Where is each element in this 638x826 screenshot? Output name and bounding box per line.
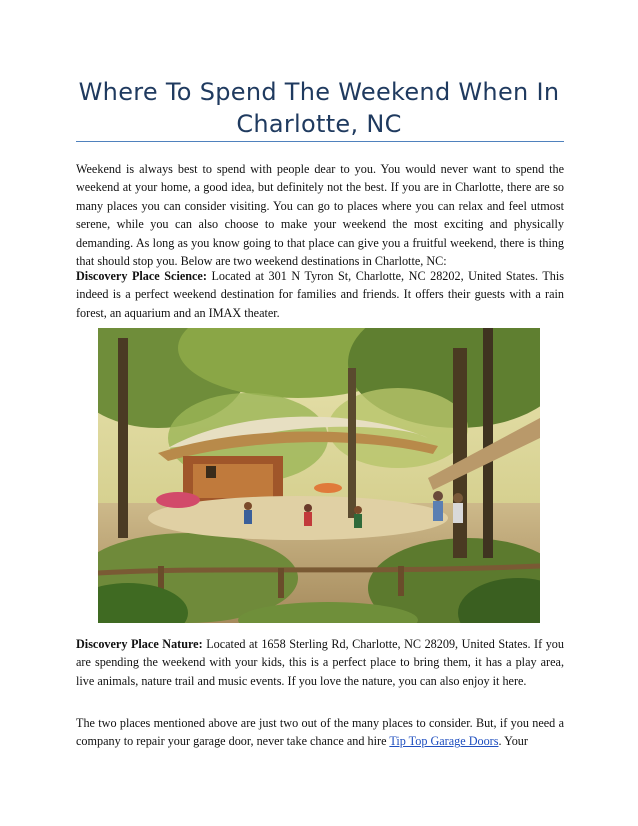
title-underline <box>76 141 564 142</box>
nature-paragraph <box>76 635 564 690</box>
closing-paragraph <box>76 714 564 751</box>
discovery-place-nature-image <box>98 328 540 623</box>
tip-top-garage-doors-link[interactable]: Tip Top Garage Doors <box>389 734 499 749</box>
science-label: Discovery Place Science: <box>76 269 207 283</box>
closing-text-after: . Your <box>498 734 528 749</box>
science-text: Located at 301 N Tyron St, Charlotte, NC 28202, United States. This indeed is a perfect weekend destination for families and friends. It offers their guests with a rain forest, an aquarium and an IMAX theater. <box>76 269 565 320</box>
nature-label: Discovery Place Nature: <box>76 637 203 651</box>
page-title: Where To Spend The Weekend When In Charlotte, NC <box>78 78 560 138</box>
park-illustration-icon <box>98 328 540 623</box>
science-paragraph <box>76 267 564 322</box>
nature-text: Located at 1658 Sterling Rd, Charlotte, NC 28209, United States. If you are spending the weekend with your kids, this is a perfect place to bring them, it has a play area, live animals, nature trail and music events. If you love the nature, you can also enjoy it here. <box>76 637 564 688</box>
intro-paragraph: Weekend is always best to spend with people dear to you. You would never want to spend the weekend at your home, a good idea, but definitely not the best. If you are in Charlotte, there are so many places you can consider visiting. You can go to places where you can relax and feel utmost serene, while you can also choose to make your weekend the most exciting and physically demanding. As long as you know going to that place can give you a fruitful weekend, there is thing that should stop you. Below are two weekend destinations in Charlotte, NC: <box>76 162 564 269</box>
closing-text-before: The two places mentioned above are just two out of the many places to consider. But, if you need a company to repair your garage door, never take chance and hire <box>76 716 564 749</box>
